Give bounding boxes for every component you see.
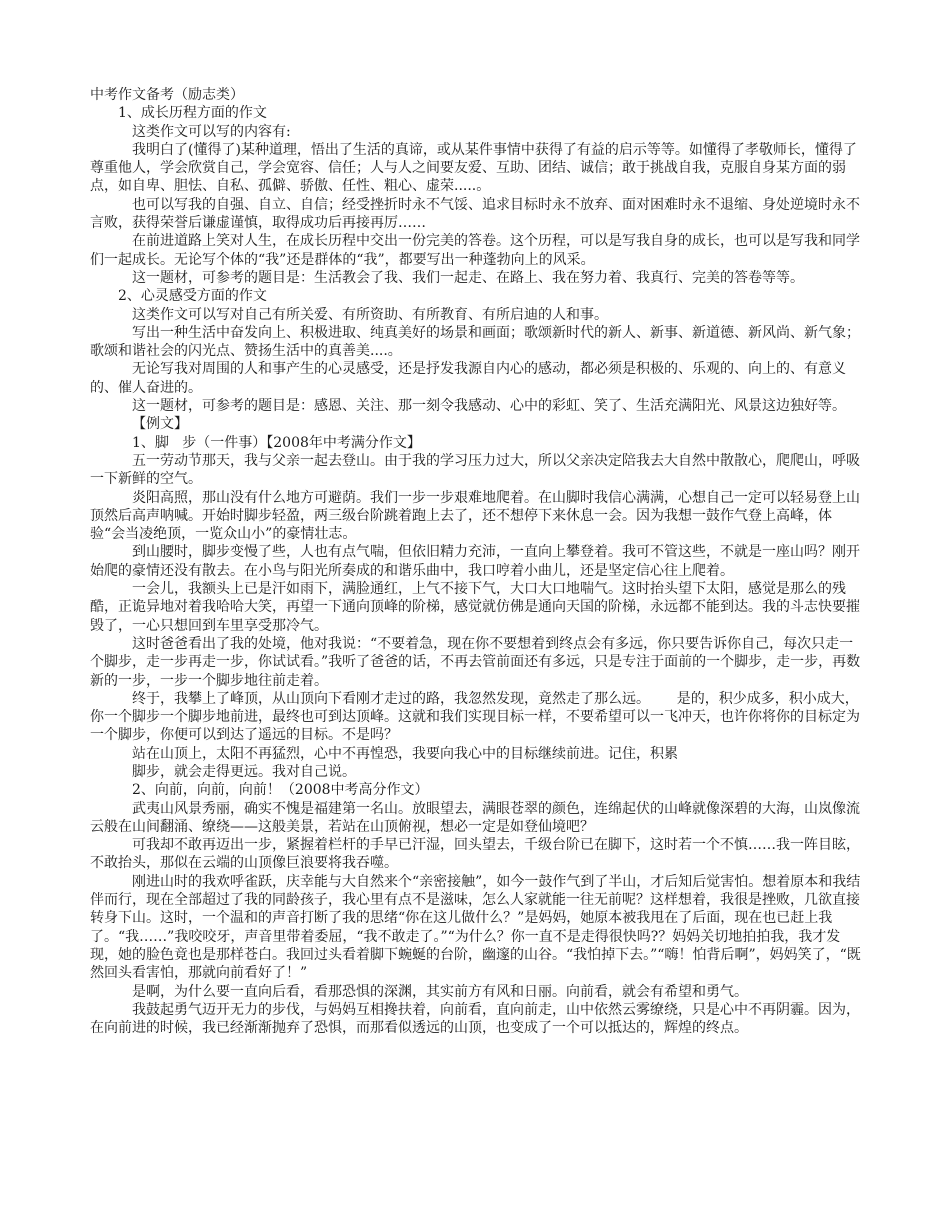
paragraph: 刚进山时的我欢呼雀跃，庆幸能与大自然来个“亲密接触”，如今一鼓作气到了半山，才后知后觉害怕。想着原本和我结伴而行，现在全部超过了我的同龄孩子，我心里有点不是滋味，怎么人家就能一往无前呢？这样想着，我很是挫败，几欲直接转身下山。这时，一个温和的声音打断了我的思绪“你在这儿做什么？”是妈妈，她原本被我甩在了后面，现在也已赶上我了。“我……”我咬咬牙，声音里带着委屈，“我不敢走了。”“为什么？你一直不是走得很快吗?？妈妈关切地拍拍我，我才发现，她的脸色竟也是那样苍白。我回过头看着脚下蜿蜒的台阶，幽邃的山谷。“我怕掉下去。”“嗨！怕背后啊”，妈妈笑了，“既然回头看害怕，那就向前看好了！” xyxy=(90,873,861,982)
paragraph: 武夷山风景秀丽，确实不愧是福建第一名山。放眼望去，满眼苍翠的颜色，连绵起伏的山峰就像深碧的大海，山岚像流云般在山间翻涌、缭绕——这般美景，若站在山顶俯视，想必一定是如登仙境吧？ xyxy=(90,800,860,835)
paragraph: 这一题材，可参考的题目是：感恩、关注、那一刻令我感动、心中的彩虹、笑了、生活充满阳光、风景这边独好等。 xyxy=(132,398,846,415)
paragraph: 1、脚 步（一件事）【2008年中考满分作文】 xyxy=(132,434,421,451)
document-title: 中考作文备考（励志类） xyxy=(90,87,244,103)
paragraph: 在前进道路上笑对人生，在成长历程中交出一份完美的答卷。这个历程，可以是写我自身的成长，也可以是写我和同学们一起成长。无论写个体的“我”还是群体的“我”，都要写出一种蓬勃向上的风采。 xyxy=(90,233,860,268)
paragraph: 是啊，为什么要一直向后看，看那恐惧的深渊，其实前方有风和日丽。向前看，就会有希望和勇气。 xyxy=(132,983,748,1000)
paragraph: 我鼓起勇气迈开无力的步伐，与妈妈互相搀扶着，向前看，直向前走，山中依然云雾缭绕，只是心中不再阴霾。因为，在向前进的时候，我已经渐渐抛弃了恐惧，而那看似透远的山顶，也变成了一个可以抵达的，辉煌的终点。 xyxy=(90,1001,860,1037)
paragraph: 站在山顶上，太阳不再猛烈，心中不再惶恐，我要向我心中的目标继续前进。记住，积累 xyxy=(132,745,678,762)
paragraph: 炎阳高照，那山没有什么地方可避荫。我们一步一步艰难地爬着。在山脚时我信心满满，心想自己一定可以轻易登上山顶然后高声呐喊。开始时脚步轻盈，两三级台阶跳着跑上去了，还不想停下来休息一会。因为我想一鼓作气登上高峰，体验“会当凌绝顶，一览众山小”的豪情壮志。 xyxy=(90,489,860,543)
paragraph: 2、心灵感受方面的作文 xyxy=(118,288,267,305)
paragraph: 写出一种生活中奋发向上、积极进取、纯真美好的场景和画面；歌颂新时代的新人、新事、新道德、新风尚、新气象；歌颂和谐社会的闪光点、赞扬生活中的真善美....。 xyxy=(90,324,860,360)
paragraph: 无论写我对周围的人和事产生的心灵感受，还是抒发我源自内心的感动，都必须是积极的、乐观的、向上的、有意义的、催人奋进的。 xyxy=(90,361,846,396)
paragraph: 我明白了(懂得了)某种道理，悟出了生活的真谛，或从某件事情中获得了有益的启示等等。如懂得了孝敬师长，懂得了尊重他人，学会欣赏自己，学会宽容、信任；人与人之间要友爱、互助、团结、诚信；敢于挑战自我，克服自身某方面的弱点，如自卑、胆怯、自私、孤僻、骄傲、任性、粗心、虚荣.....。 xyxy=(90,141,857,195)
paragraph: 到山腰时，脚步变慢了些，人也有点气喘，但依旧精力充沛，一直向上攀登着。我可不管这些，不就是一座山吗？刚开始爬的豪情还没有散去。在小鸟与阳光所奏成的和谐乐曲中，我口哼着小曲儿，还是坚定信心往上爬着。 xyxy=(90,544,860,579)
paragraph: 终于，我攀上了峰顶，从山顶向下看刚才走过的路，我忽然发现，竟然走了那么远。 是的，积少成多，积小成大，你一个脚步一个脚步地前进，最终也可到达顶峰。这就和我们实现目标一样，不要希望可以一飞冲天，也许你将你的目标定为一个脚步，你便可以到达了遥远的目标。不是吗？ xyxy=(90,690,860,744)
document-body xyxy=(90,104,866,1037)
paragraph: 1、成长历程方面的作文 xyxy=(118,105,267,122)
paragraph: 这时爸爸看出了我的处境，他对我说：“不要着急，现在你不要想着到终点会有多远，你只要告诉你自己，每次只走一个脚步，走一步再走一步，你试试看。”我听了爸爸的话，不再去管前面还有多远，只是专注于面前的一个脚步，走一步，再数新的一步，一步一个脚步地往前走着。 xyxy=(90,635,861,689)
paragraph: 脚步，就会走得更远。我对自己说。 xyxy=(132,763,356,780)
paragraph: 这一题材，可参考的题目是：生活教会了我、我们一起走、在路上、我在努力着、我真行、完美的答卷等等。 xyxy=(132,269,804,286)
paragraph: 这类作文可以写的内容有: xyxy=(132,123,291,140)
paragraph: 一会儿，我额头上已是汗如雨下，满脸通红，上气不接下气，大口大口地喘气。这时抬头望下太阳，感觉是那么的残酷，正诡异地对着我哈哈大笑，再望一下通向顶峰的阶梯，感觉就仿佛是通向天国的阶梯，永远都不能到达。我的斗志快要摧毁了，一心只想回到车里享受那冷气。 xyxy=(90,581,860,634)
paragraph: 也可以写我的自强、自立、自信；经受挫折时永不气馁、追求目标时永不放弃、面对困难时永不退缩、身处逆境时永不言败，获得荣誉后谦虚谨慎，取得成功后再接再厉…… xyxy=(90,196,860,232)
paragraph: 【例文】 xyxy=(132,416,188,433)
paragraph: 五一劳动节那天，我与父亲一起去登山。由于我的学习压力过大，所以父亲决定陪我去大自然中散散心，爬爬山，呼吸一下新鲜的空气。 xyxy=(90,452,860,488)
paragraph: 2、向前，向前，向前！（2008中考高分作文） xyxy=(132,782,429,799)
paragraph: 这类作文可以写对自己有所关爱、有所资助、有所教育、有所启迪的人和事。 xyxy=(132,306,608,323)
paragraph: 可我却不敢再迈出一步，紧握着栏杆的手早已汗湿，回头望去，千级台阶已在脚下，这时若一个不慎……我一阵目眩，不敢抬头，那似在云端的山顶像巨浪要将我吞噬。 xyxy=(90,837,860,872)
